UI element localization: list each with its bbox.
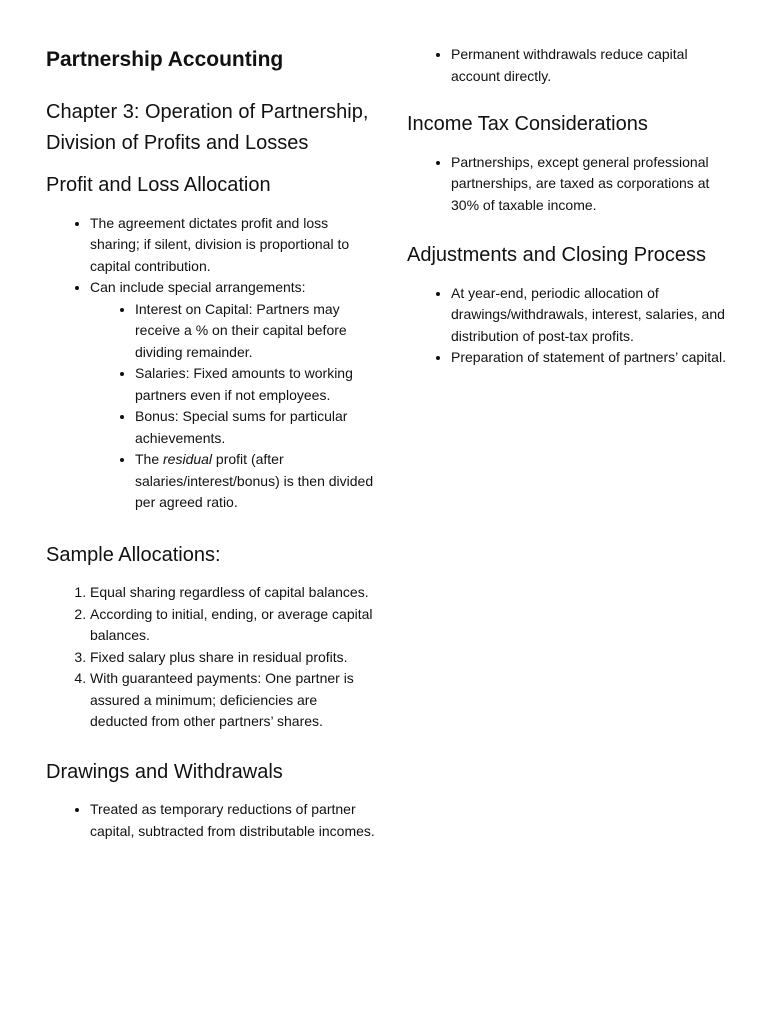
list-item	[90, 277, 376, 514]
list-item: • Permanent withdrawals reduce capital account directly.	[451, 44, 737, 87]
special-arrangements-list	[90, 299, 376, 514]
income-tax-heading: Income Tax Considerations	[407, 113, 648, 135]
left-column	[46, 46, 376, 842]
list-item: • At year-end, periodic allocation of drawings/withdrawals, interest, salaries, and distribution of post-tax profits.	[451, 283, 737, 348]
drawings-heading: Drawings and Withdrawals	[46, 760, 283, 783]
list-item: 4. With guaranteed payments: One partner is assured a minimum; deficiencies are deducted from other partners’ shares.	[90, 668, 376, 733]
list-item: 2. According to initial, ending, or average capital balances.	[90, 604, 376, 647]
chapter-heading: Chapter 3: Operation of Partnership, Division of Profits and Losses	[46, 101, 369, 154]
sample-allocations-list	[46, 582, 376, 733]
list-item: • Partnerships, except general professional partnerships, are taxed as corporations at 30% of taxable income.	[451, 152, 737, 217]
profit-loss-heading: Profit and Loss Allocation	[46, 174, 271, 197]
list-item: 3. Fixed salary plus share in residual profits.	[90, 647, 376, 669]
sample-allocations-section	[46, 540, 376, 733]
list-item-text: Can include special arrangements:	[90, 279, 306, 296]
document-title: Partnership Accounting	[46, 48, 284, 71]
list-item	[135, 449, 376, 514]
list-item: • Treated as temporary reductions of partner capital, subtracted from distributable incomes.	[90, 799, 376, 842]
adjustments-list	[407, 283, 737, 369]
emphasis-text: residual	[163, 451, 213, 468]
sample-allocations-heading: Sample Allocations:	[46, 543, 221, 566]
list-item: • Salaries: Fixed amounts to working partners even if not employees.	[135, 363, 376, 406]
income-tax-section	[407, 109, 737, 216]
income-tax-list	[407, 152, 737, 217]
drawings-list	[46, 799, 376, 842]
profit-loss-list	[46, 213, 376, 514]
list-item-text: profit (after salaries/interest/bonus) is then divided per agreed ratio.	[135, 451, 374, 511]
profit-loss-section	[46, 170, 376, 514]
list-item-text: The	[135, 451, 164, 468]
adjustments-section	[407, 240, 737, 369]
list-item: • The agreement dictates profit and loss sharing; if silent, division is proportional to capital contribution.	[90, 213, 376, 278]
right-column	[407, 44, 737, 369]
list-item: • Interest on Capital: Partners may receive a % on their capital before dividing remainder.	[135, 299, 376, 364]
list-item: 1. Equal sharing regardless of capital balances.	[90, 582, 376, 604]
list-item: • Bonus: Special sums for particular achievements.	[135, 406, 376, 449]
drawings-list-continued	[407, 44, 737, 87]
adjustments-heading: Adjustments and Closing Process	[407, 244, 707, 266]
drawings-section	[46, 757, 376, 843]
list-item: • Preparation of statement of partners’ capital.	[451, 347, 737, 369]
